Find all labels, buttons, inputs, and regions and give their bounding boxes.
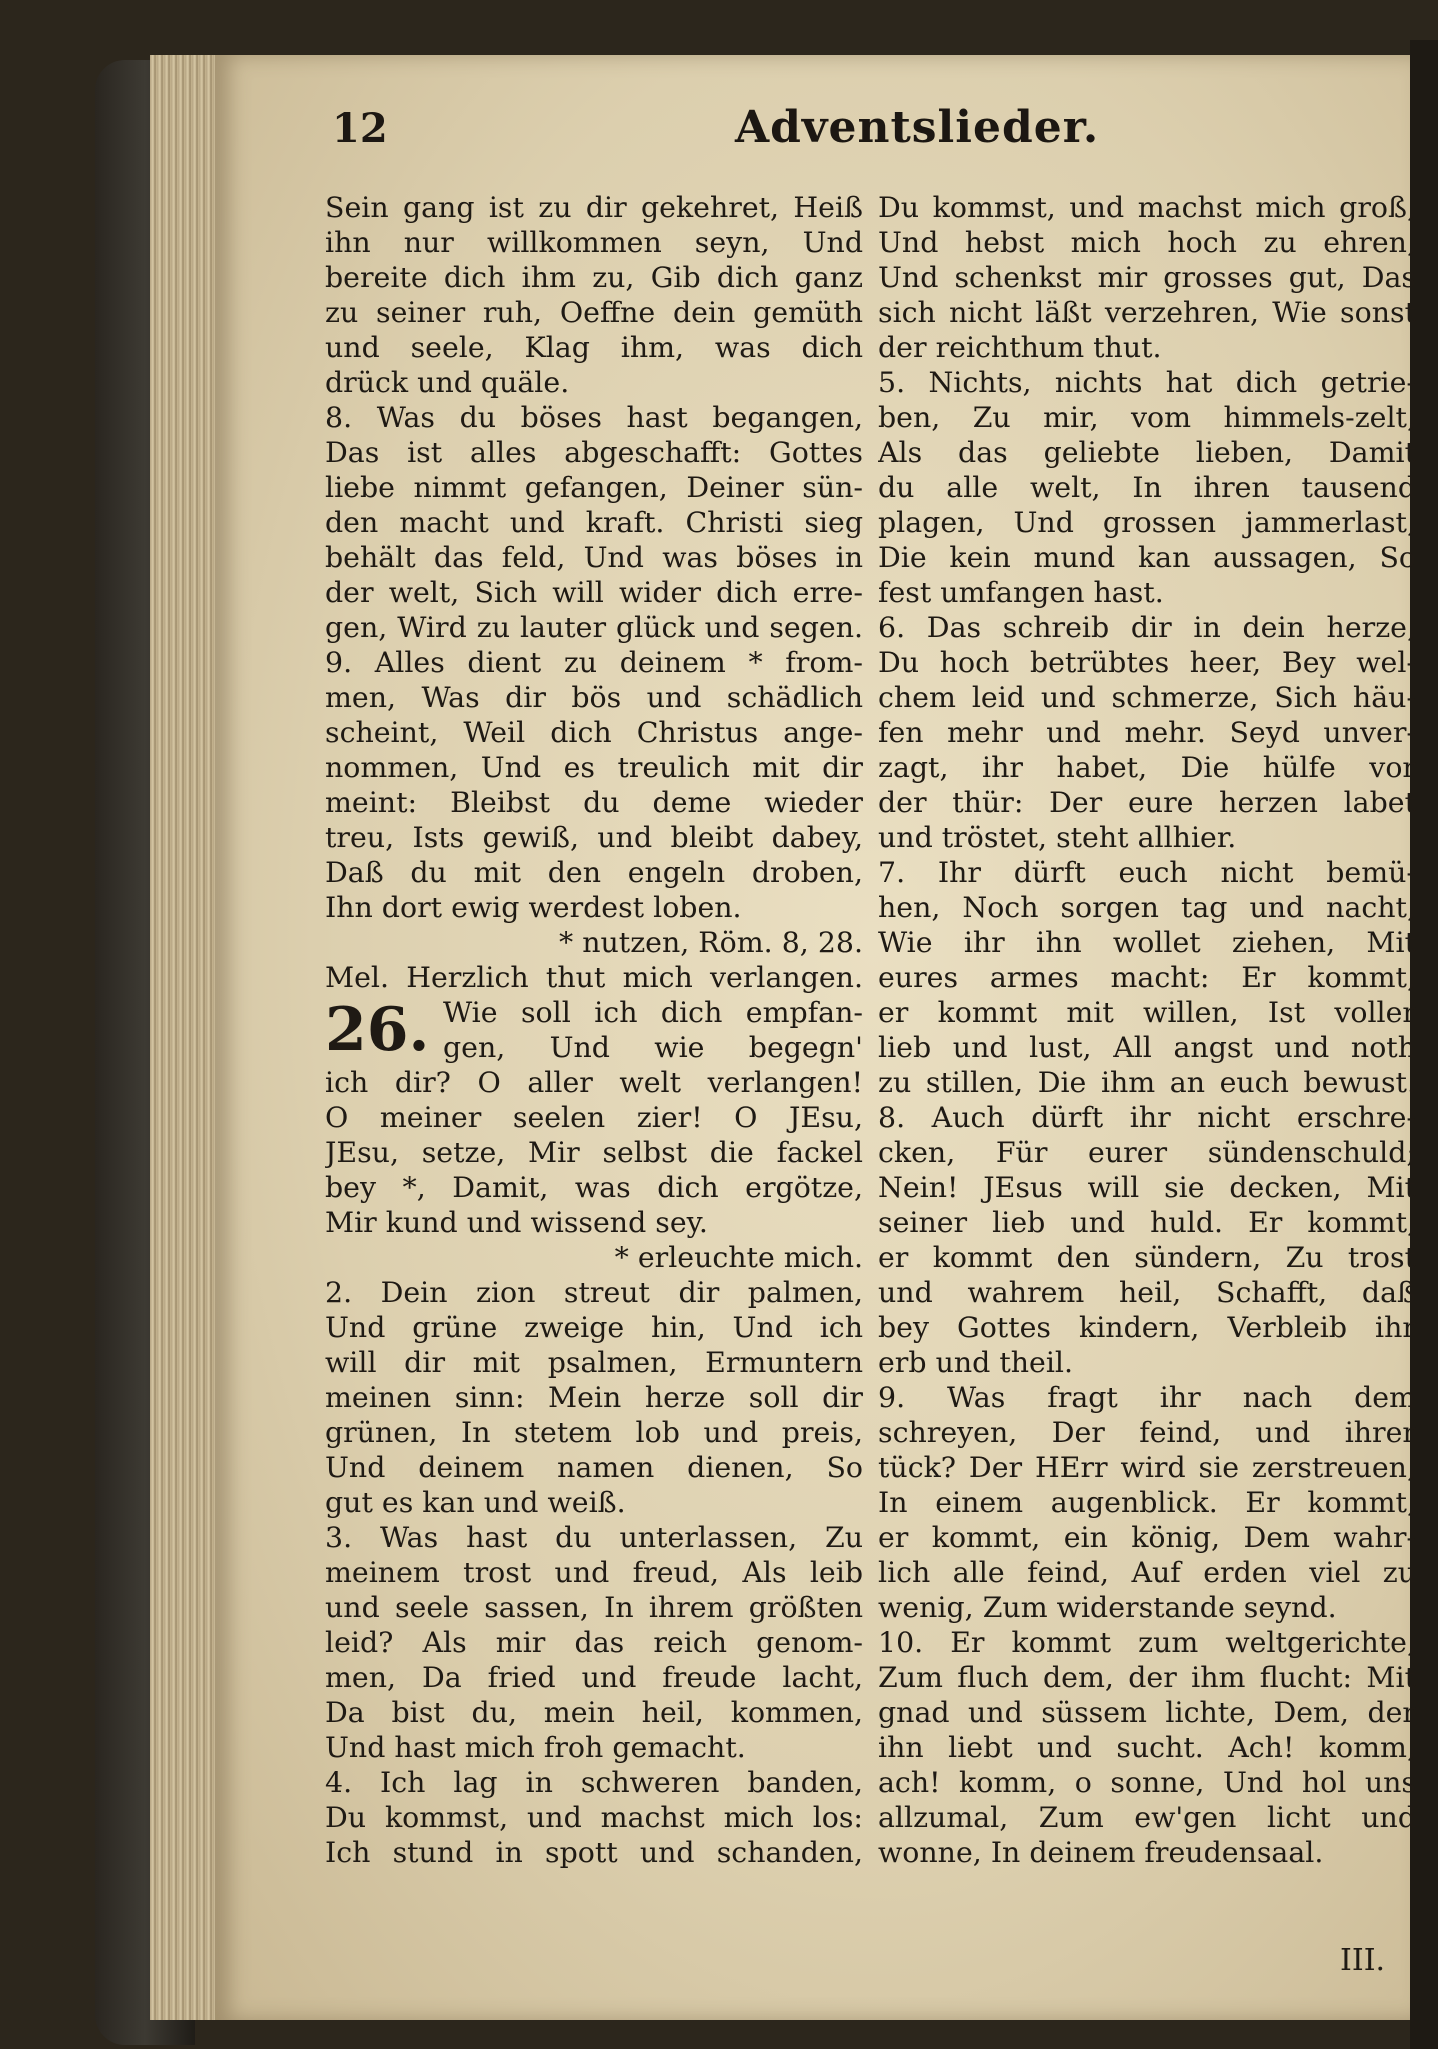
- text-line: der thür: Der eure herzen labet: [878, 786, 1416, 819]
- text-line: nommen, Und es treulich mit dir: [325, 751, 863, 784]
- text-line: Wie soll ich dich empfan-: [443, 996, 863, 1029]
- text-line: lieb und lust, All angst und noth: [878, 1031, 1416, 1064]
- text-line: men, Was dir bös und schädlich: [325, 681, 863, 714]
- text-line: Und schenkst mir grosses gut, Das: [878, 261, 1416, 294]
- text-line: 5. Nichts, nichts hat dich getrie-: [878, 366, 1416, 399]
- text-line: bey Gottes kindern, Verbleib ihr: [878, 1311, 1416, 1344]
- text-line: 9. Was fragt ihr nach dem: [878, 1381, 1416, 1414]
- text-line: chem leid und schmerze, Sich häu-: [878, 681, 1416, 714]
- text-line: plagen, Und grossen jammerlast,: [878, 506, 1416, 539]
- text-line: ben, Zu mir, vom himmels-zelt,: [878, 401, 1416, 434]
- text-line: eures armes macht: Er kommt,: [878, 961, 1416, 994]
- text-line: sich nicht läßt verzehren, Wie sonst: [878, 296, 1416, 329]
- text-line: Ihn dort ewig werdest loben.: [325, 891, 742, 924]
- text-line: Sein gang ist zu dir gekehret, Heiß: [325, 191, 863, 224]
- text-line: Wie ihr ihn wollet ziehen, Mit: [878, 926, 1416, 959]
- text-line: 8. Was du böses hast begangen,: [325, 401, 863, 434]
- text-line: cken, Für eurer sündenschuld;: [878, 1136, 1416, 1169]
- left-column: [325, 190, 863, 1870]
- hymn-number: 26.: [325, 995, 430, 1065]
- text-line: schreyen, Der feind, und ihrer: [878, 1416, 1416, 1449]
- text-line: behält das feld, Und was böses in: [325, 541, 863, 574]
- text-line: liebe nimmt gefangen, Deiner sün-: [325, 471, 863, 504]
- text-line: drück und quäle.: [325, 366, 570, 399]
- text-line: ich dir? O aller welt verlangen!: [325, 1066, 863, 1099]
- text-line: Und hast mich froh gemacht.: [325, 1731, 746, 1764]
- text-line: und tröstet, steht allhier.: [878, 821, 1237, 854]
- text-line: 10. Er kommt zum weltgerichte,: [878, 1626, 1416, 1659]
- text-line: und seele, Klag ihm, was dich: [325, 331, 863, 364]
- text-line: Als das geliebte lieben, Damit: [878, 436, 1416, 469]
- text-line: meint: Bleibst du deme wieder: [325, 786, 863, 819]
- text-line: Daß du mit den engeln droben,: [325, 856, 863, 889]
- text-line: Du kommst, und machst mich los:: [325, 1801, 863, 1834]
- text-line: 7. Ihr dürft euch nicht bemü-: [878, 856, 1416, 889]
- text-line: Zum fluch dem, der ihm flucht: Mit: [878, 1661, 1416, 1694]
- text-line: ihn nur willkommen seyn, Und: [325, 226, 863, 259]
- text-line: fen mehr und mehr. Seyd unver-: [878, 716, 1416, 749]
- text-line: 6. Das schreib dir in dein herze,: [878, 611, 1416, 644]
- text-line: 3. Was hast du unterlassen, Zu: [325, 1521, 863, 1554]
- text-line: und wahrem heil, Schafft, daß: [878, 1276, 1416, 1309]
- text-line: 4. Ich lag in schweren banden,: [325, 1766, 863, 1799]
- running-title: Adventslieder.: [735, 102, 1100, 153]
- text-line: der reichthum thut.: [878, 331, 1162, 364]
- text-line: In einem augenblick. Er kommt,: [878, 1486, 1416, 1519]
- text-line: tück? Der HErr wird sie zerstreuen,: [878, 1451, 1416, 1484]
- text-line: Nein! JEsus will sie decken, Mit: [878, 1171, 1416, 1204]
- hymn-heading: [325, 995, 863, 1065]
- text-line: hen, Noch sorgen tag und nacht,: [878, 891, 1416, 924]
- text-line: will dir mit psalmen, Ermuntern: [325, 1346, 863, 1379]
- text-line: Du hoch betrübtes heer, Bey wel-: [878, 646, 1416, 679]
- text-line: meinem trost und freud, Als leib: [325, 1556, 863, 1589]
- text-line: gnad und süssem lichte, Dem, der: [878, 1696, 1416, 1729]
- text-line: Und grüne zweige hin, Und ich: [325, 1311, 863, 1344]
- catchword: III.: [1340, 1943, 1386, 1978]
- text-line: Die kein mund kan aussagen, So: [878, 541, 1416, 574]
- text-line: er kommt mit willen, Ist voller: [878, 996, 1416, 1029]
- text-line: Du kommst, und machst mich groß,: [878, 191, 1416, 224]
- page-number: 12: [332, 105, 388, 152]
- text-line: zu seiner ruh, Oeffne dein gemüth: [325, 296, 863, 329]
- footnote: * erleuchte mich.: [614, 1241, 863, 1274]
- text-line: Ich stund in spott und schanden,: [325, 1836, 863, 1869]
- text-line: meinen sinn: Mein herze soll dir: [325, 1381, 863, 1414]
- footnote: * nutzen, Röm. 8, 28.: [559, 926, 863, 959]
- text-line: lich alle feind, Auf erden viel zu: [878, 1556, 1416, 1589]
- text-line: und seele sassen, In ihrem größten: [325, 1591, 863, 1624]
- text-line: ihn liebt und sucht. Ach! komm,: [878, 1731, 1416, 1764]
- text-line: gen, Wird zu lauter glück und segen.: [325, 611, 863, 644]
- text-line: Das ist alles abgeschafft: Gottes: [325, 436, 863, 469]
- text-line: Und deinem namen dienen, So: [325, 1451, 863, 1484]
- text-line: er kommt den sündern, Zu trost: [878, 1241, 1416, 1274]
- text-line: treu, Ists gewiß, und bleibt dabey,: [325, 821, 863, 854]
- text-line: erb und theil.: [878, 1346, 1074, 1379]
- text-line: JEsu, setze, Mir selbst die fackel: [325, 1136, 863, 1169]
- text-line: bey *, Damit, was dich ergötze,: [325, 1171, 863, 1204]
- text-line: der welt, Sich will wider dich erre-: [325, 576, 863, 609]
- text-line: zagt, ihr habet, Die hülfe vor: [878, 751, 1416, 784]
- text-line: 8. Auch dürft ihr nicht erschre-: [878, 1101, 1416, 1134]
- text-line: Und hebst mich hoch zu ehren,: [878, 226, 1416, 259]
- text-line: fest umfangen hast.: [878, 576, 1164, 609]
- text-line: bereite dich ihm zu, Gib dich ganz: [325, 261, 863, 294]
- text-line: gut es kan und weiß.: [325, 1486, 626, 1519]
- text-line: O meiner seelen zier! O JEsu,: [325, 1101, 863, 1134]
- text-line: Mir kund und wissend sey.: [325, 1206, 708, 1239]
- text-line: zu stillen, Die ihm an euch bewust.: [878, 1066, 1416, 1099]
- text-line: er kommt, ein könig, Dem wahr-: [878, 1521, 1416, 1554]
- text-line: den macht und kraft. Christi sieg: [325, 506, 863, 539]
- text-line: 9. Alles dient zu deinem * from-: [325, 646, 863, 679]
- text-line: wenig, Zum widerstande seynd.: [878, 1591, 1337, 1624]
- text-line: gen, Und wie begegn': [443, 1031, 863, 1064]
- hymn-first-lines: [443, 995, 863, 1065]
- text-line: men, Da fried und freude lacht,: [325, 1661, 863, 1694]
- text-line: grünen, In stetem lob und preis,: [325, 1416, 863, 1449]
- text-line: 2. Dein zion streut dir palmen,: [325, 1276, 863, 1309]
- text-line: seiner lieb und huld. Er kommt,: [878, 1206, 1416, 1239]
- text-line: wonne, In deinem freudensaal.: [878, 1836, 1324, 1869]
- text-line: Da bist du, mein heil, kommen,: [325, 1696, 863, 1729]
- text-line: leid? Als mir das reich genom-: [325, 1626, 863, 1659]
- right-column: [878, 190, 1416, 1870]
- text-line: ach! komm, o sonne, Und hol uns: [878, 1766, 1416, 1799]
- text-line: du alle welt, In ihren tausend: [878, 471, 1416, 504]
- text-line: scheint, Weil dich Christus ange-: [325, 716, 863, 749]
- text-line: allzumal, Zum ew'gen licht und: [878, 1801, 1416, 1834]
- melody-line: Mel. Herzlich thut mich verlangen.: [325, 961, 863, 994]
